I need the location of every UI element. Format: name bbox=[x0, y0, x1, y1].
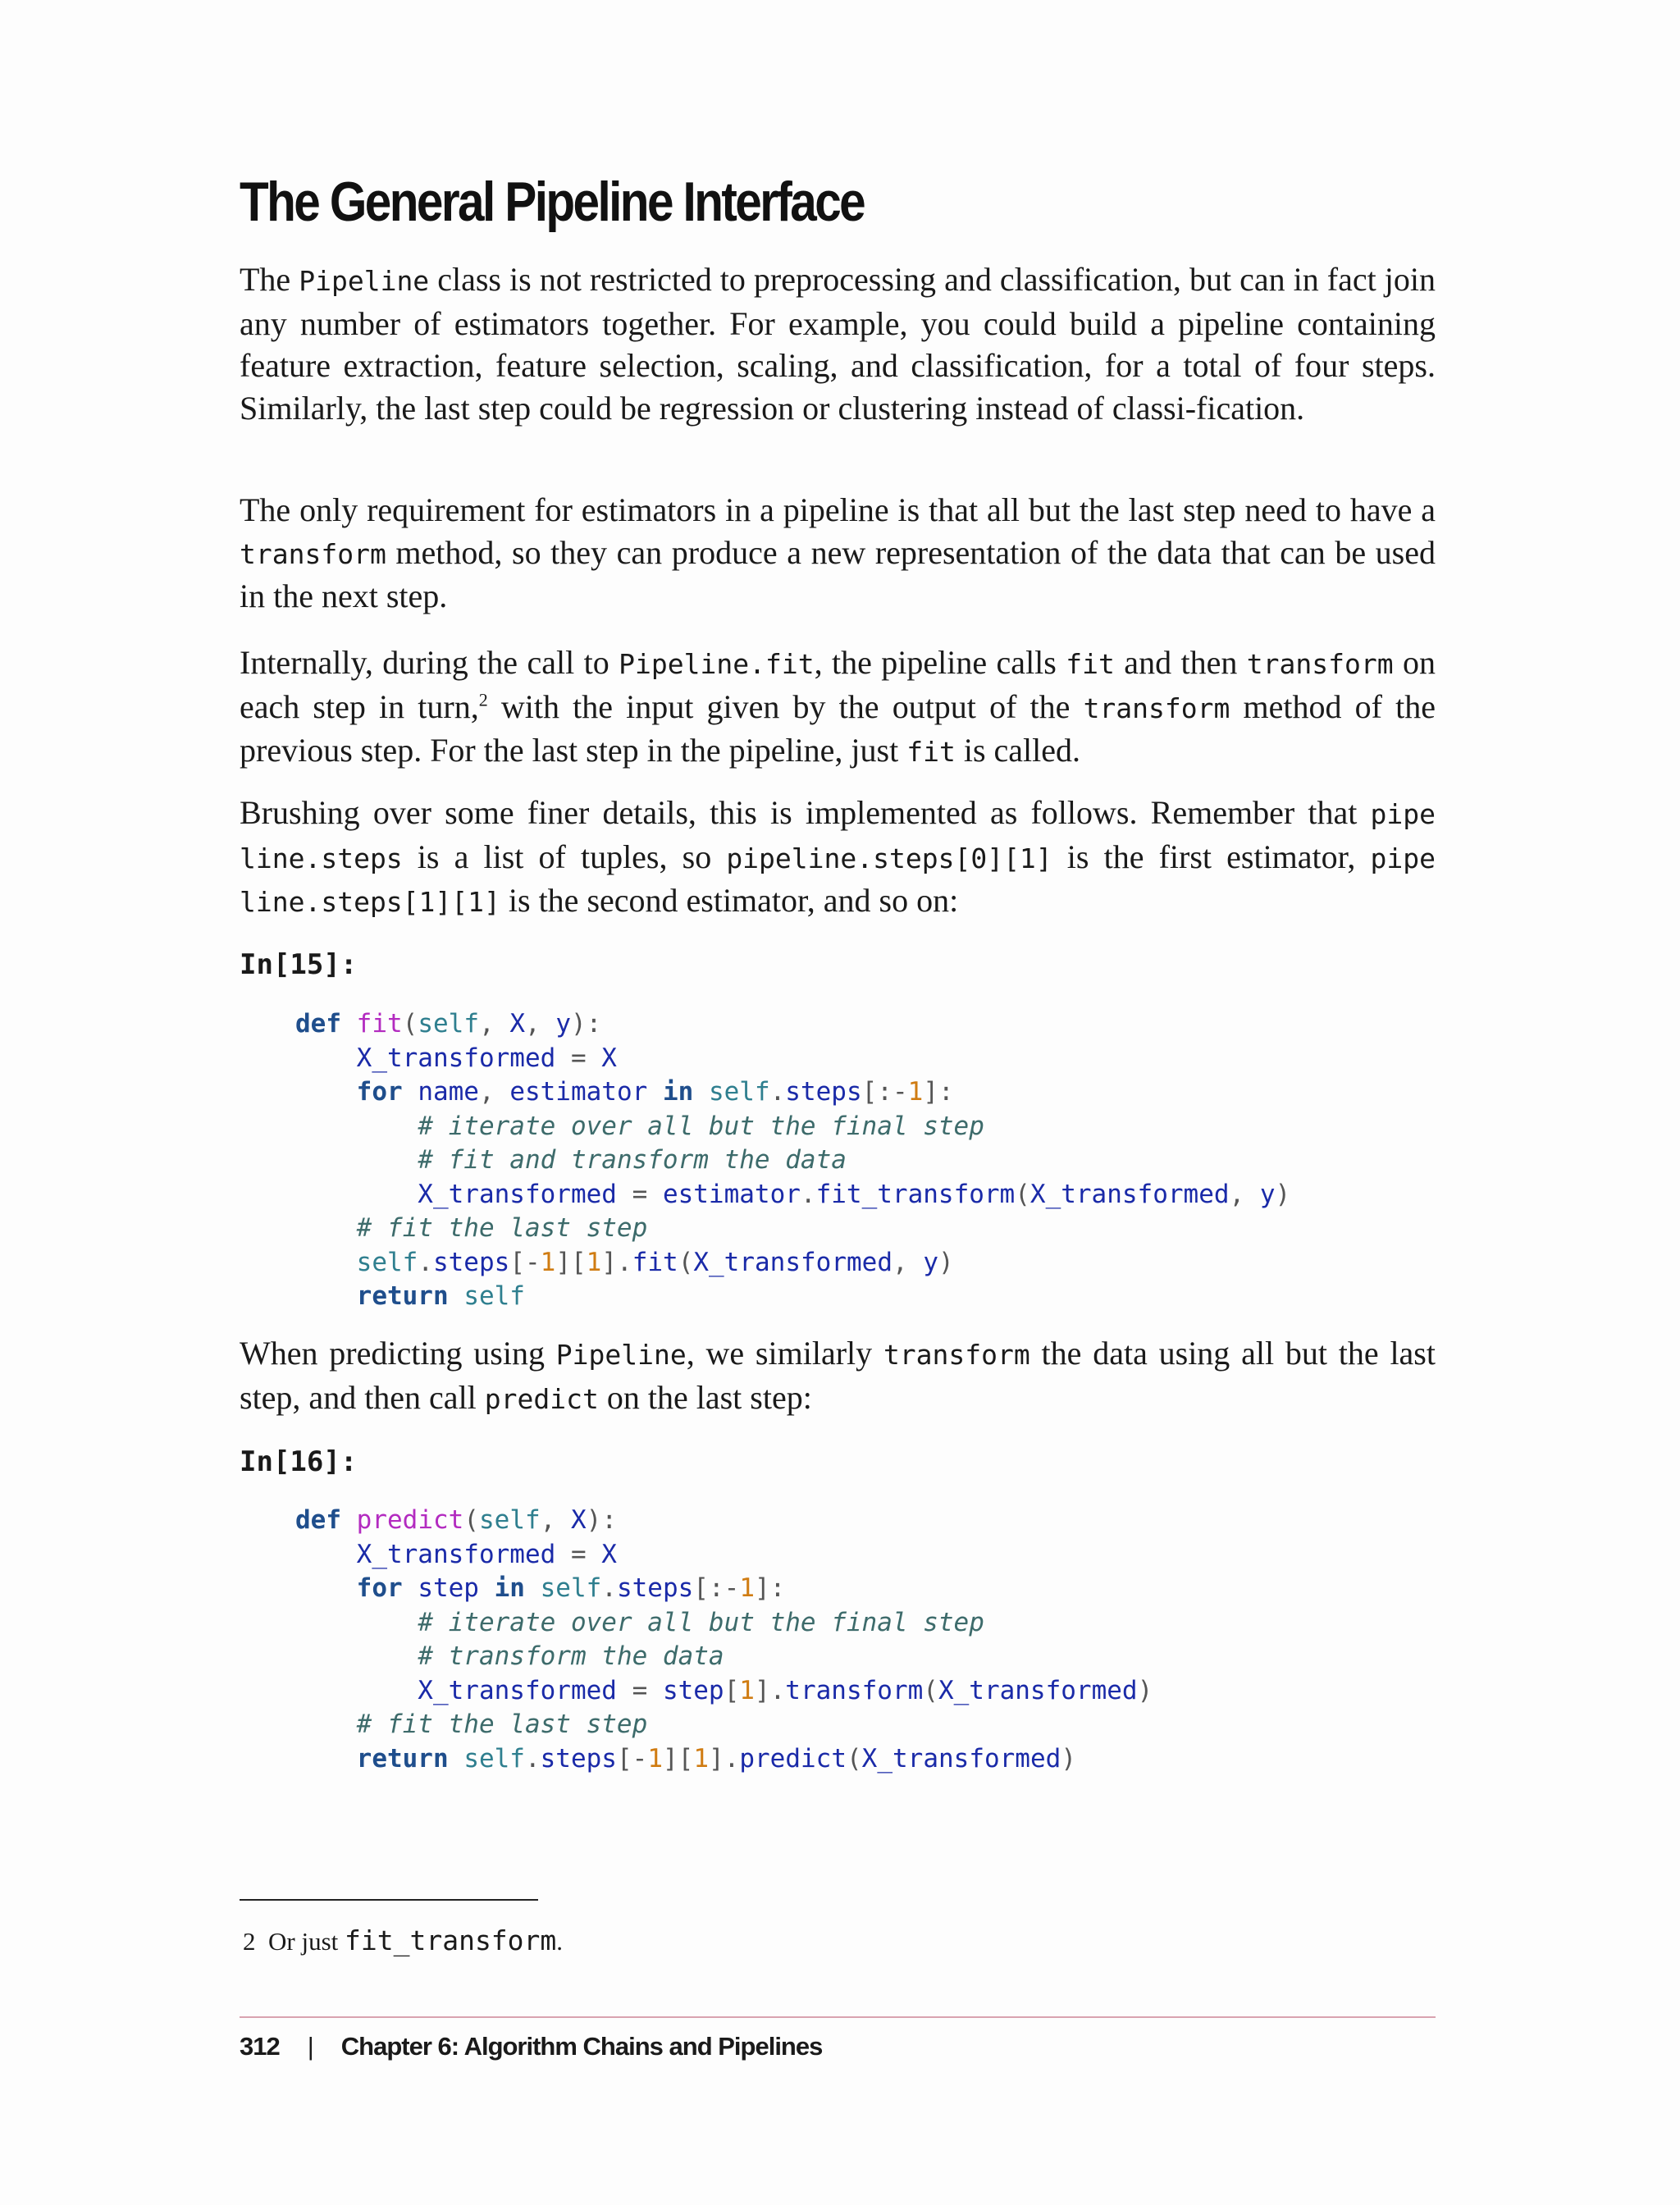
inline-code: Pipeline bbox=[555, 1339, 687, 1371]
footer-separator: | bbox=[307, 2032, 313, 2061]
inline-code: transform bbox=[1246, 648, 1394, 680]
chapter-title: Chapter 6: Algorithm Chains and Pipelines bbox=[340, 2032, 823, 2061]
text: with the input given by the output of the bbox=[487, 687, 1084, 725]
text: is called. bbox=[955, 732, 1081, 769]
footer-divider bbox=[240, 2016, 1436, 2018]
paragraph-predicting bbox=[240, 1332, 1436, 1420]
text: The bbox=[240, 261, 299, 298]
page-footer bbox=[240, 2026, 822, 2067]
footnote-text: . bbox=[556, 1927, 564, 1956]
text: method, so they can produce a new representation of the data that can be used in the next step. bbox=[240, 533, 1436, 614]
inline-code: transform bbox=[1083, 692, 1230, 724]
inline-code: transform bbox=[883, 1339, 1030, 1371]
inline-code: fit bbox=[1066, 648, 1115, 680]
paragraph-brushing bbox=[240, 792, 1436, 924]
text: When predicting using bbox=[240, 1335, 556, 1372]
footnote-divider bbox=[240, 1899, 538, 1901]
text: is the first estimator, bbox=[1052, 838, 1371, 875]
inline-code: pipe line.steps[1][1] bbox=[240, 842, 1436, 918]
inline-code: pipeline.steps[0][1] bbox=[726, 842, 1052, 874]
inline-code: pipe line.steps bbox=[240, 798, 1436, 874]
paragraph-internally bbox=[240, 641, 1436, 774]
footnote bbox=[243, 1923, 563, 1960]
page-number: 312 bbox=[240, 2032, 280, 2061]
paragraph-pipeline-class bbox=[240, 258, 1436, 429]
cell-label-in15: In[15]: bbox=[240, 948, 358, 981]
text: , we similarly bbox=[686, 1335, 883, 1372]
code-block-predict: def predict(self, X): X_transformed = X for step in self.steps[:-1]: # iterate over all but the final step # transform the data X_transformed = step[1].transform(X_transformed) # fit the last step return self.steps[-1][1].predict(X_transformed) bbox=[295, 1505, 1153, 1774]
inline-code: transform bbox=[240, 537, 386, 570]
book-page bbox=[240, 0, 1436, 2205]
footnote-number: 2 bbox=[243, 1927, 256, 1956]
text: on each step in turn, bbox=[240, 644, 1436, 725]
text: Internally, during the call to bbox=[240, 644, 619, 681]
inline-code: Pipeline bbox=[299, 265, 430, 297]
text: is the second estimator, and so on: bbox=[500, 882, 959, 919]
text: on the last step: bbox=[598, 1378, 812, 1416]
text: the data using all but the last step, and then call bbox=[240, 1335, 1436, 1416]
text: Brushing over some finer details, this is implemented as follows. Remember that bbox=[240, 794, 1371, 831]
cell-label-in16: In[16]: bbox=[240, 1445, 358, 1478]
text: , the pipeline calls bbox=[814, 644, 1066, 681]
inline-code: fit_transform bbox=[345, 1924, 557, 1956]
code-block-fit: def fit(self, X, y): X_transformed = X for name, estimator in self.steps[:-1]: # iterate over all but the final step # fit and transform the data X_transformed = estimator.fit_transform(X_transformed, y) # fit the last step self.steps[-1][1].fit(X_transformed, y) return self bbox=[295, 1009, 1291, 1311]
text: and then bbox=[1114, 644, 1247, 681]
inline-code: fit bbox=[906, 736, 956, 768]
footnote-ref[interactable]: 2 bbox=[478, 689, 488, 710]
section-title: The General Pipeline Interface bbox=[240, 171, 865, 233]
text: The only requirement for estimators in a pipeline is that all but the last step need to have a bbox=[240, 491, 1436, 528]
text: is a list of tuples, so bbox=[402, 838, 727, 875]
inline-code: predict bbox=[484, 1382, 599, 1415]
text: method of the previous step. For the last step in the pipeline, just bbox=[240, 687, 1436, 769]
text: class is not restricted to preprocessing and classification, but can in fact join any number of estimators together. For example, you could build a pipeline containing feature extraction, feature selection, scaling, and classification, for a total of four steps. Similarly, the last step could be regression or clustering instead of classi-fication. bbox=[240, 261, 1436, 427]
inline-code: Pipeline.fit bbox=[619, 648, 815, 680]
paragraph-requirement bbox=[240, 489, 1436, 618]
footnote-text: Or just bbox=[268, 1927, 345, 1956]
